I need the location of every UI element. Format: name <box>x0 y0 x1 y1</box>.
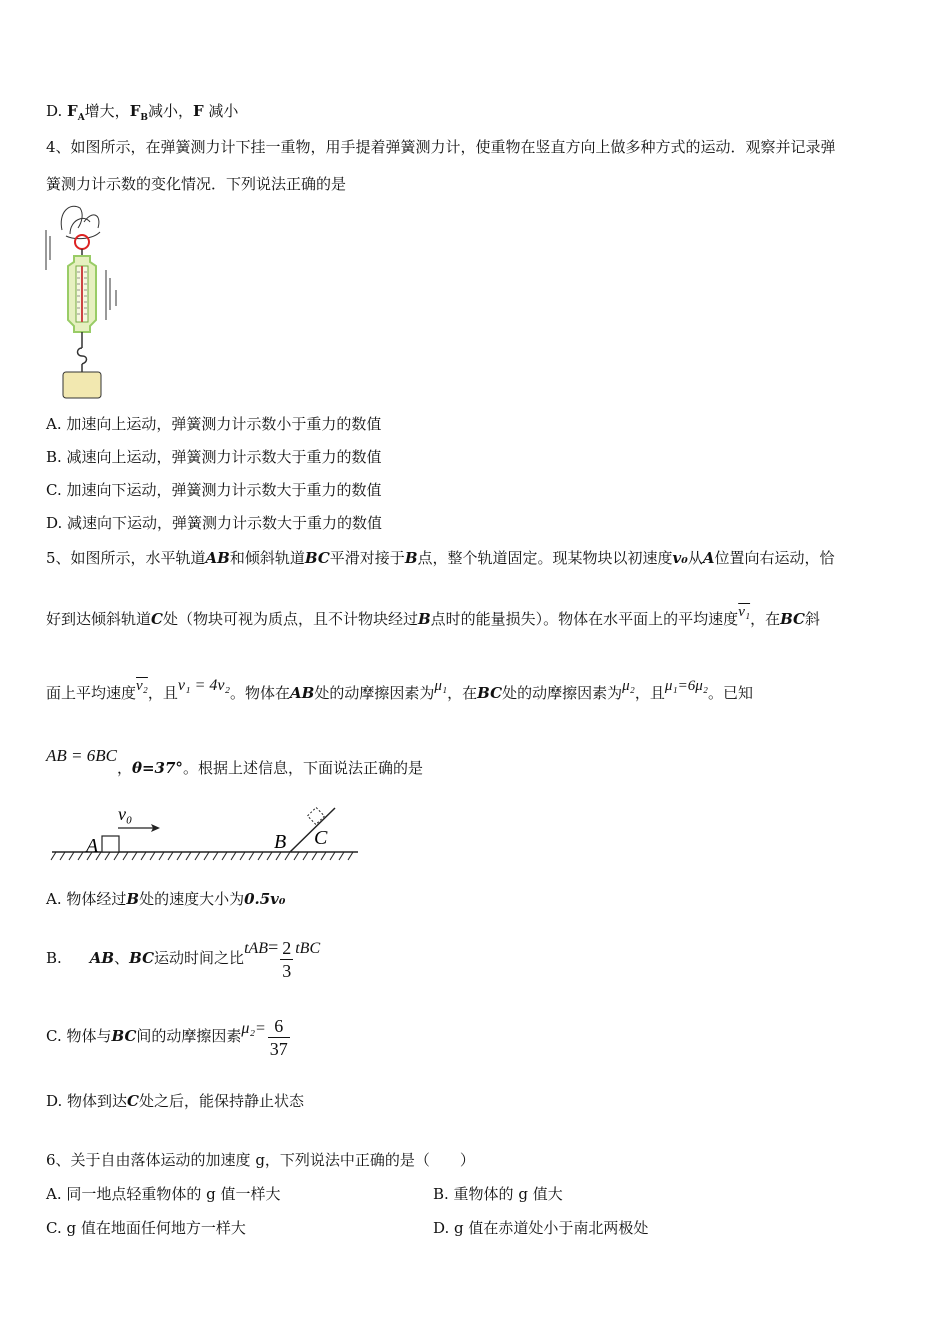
q5-option-a: A. 物体经过B处的速度大小为0.5v₀ <box>46 890 286 908</box>
spring-scale-figure <box>40 200 130 405</box>
q4-option-d: D. 减速向下运动，弹簧测力计示数大于重力的数值 <box>46 514 383 532</box>
q6-option-d: D. g 值在赤道处小于南北两极处 <box>433 1219 649 1237</box>
t-ab: tAB <box>244 940 269 957</box>
q4-stem-line1: 4、如图所示，在弹簧测力计下挂一重物，用手提着弹簧测力计，使重物在竖直方向上做多种方式的运动．观察并记录弹 <box>46 138 836 156</box>
q5-option-b: B. AB、BC运动时间之比tAB= $\frac{2}{3}$ tBC <box>46 937 321 981</box>
t-bc: tBC <box>295 940 321 957</box>
q6-stem: 6、关于自由落体运动的加速度 g，下列说法中正确的是（ ） <box>46 1151 475 1169</box>
q6-option-a: A. 同一地点轻重物体的 g 值一样大 <box>46 1185 281 1203</box>
q4-stem-line2: 簧测力计示数的变化情况．下列说法正确的是 <box>46 175 347 193</box>
figure-label-c: C <box>314 827 328 849</box>
q6-option-c: C. g 值在地面任何地方一样大 <box>46 1219 246 1237</box>
track-figure <box>48 800 363 870</box>
q5-option-c: C. 物体与BC间的动摩擦因素μ₂= $\frac{6}{37}$ <box>46 1015 288 1059</box>
figure-label-b: B <box>274 831 287 853</box>
q5-stem-line1: 5、如图所示，水平轨道AB和倾斜轨道BC平滑对接于B点，整个轨道固定。现某物块以初速度v₀从A位置向右运动，恰 <box>46 549 835 567</box>
q4-option-a: A. 加速向上运动，弹簧测力计示数小于重力的数值 <box>46 415 382 433</box>
q5-option-d: D. 物体到达C处之后，能保持静止状态 <box>46 1092 304 1110</box>
q5-stem-line2: 好到达倾斜轨道C处（物块可视为质点，且不计物块经过B点时的能量损失）。物体在水平面上的平均速度v₁，在BC斜 <box>46 604 820 628</box>
q6-option-b: B. 重物体的 g 值大 <box>433 1185 563 1203</box>
q4-option-b: B. 减速向上运动，弹簧测力计示数大于重力的数值 <box>46 448 382 466</box>
q4-option-c: C. 加速向下运动，弹簧测力计示数大于重力的数值 <box>46 481 382 499</box>
q3-option-d: D. $F_A$增大，$F_B$减小，F 减小 <box>46 102 239 123</box>
figure-label-a: A <box>86 835 99 857</box>
figure-label-v0: v₀ <box>118 804 133 824</box>
q5-stem-line4: AB = 6BC，θ=37°。根据上述信息，下面说法正确的是 <box>46 746 423 777</box>
q5-stem-line3: 面上平均速度v₂，且v₁ = 4v₂。物体在AB处的动摩擦因素为μ₁，在BC处的动摩擦因素为μ₂，且μ₁=6μ₂。已知 <box>46 677 753 702</box>
